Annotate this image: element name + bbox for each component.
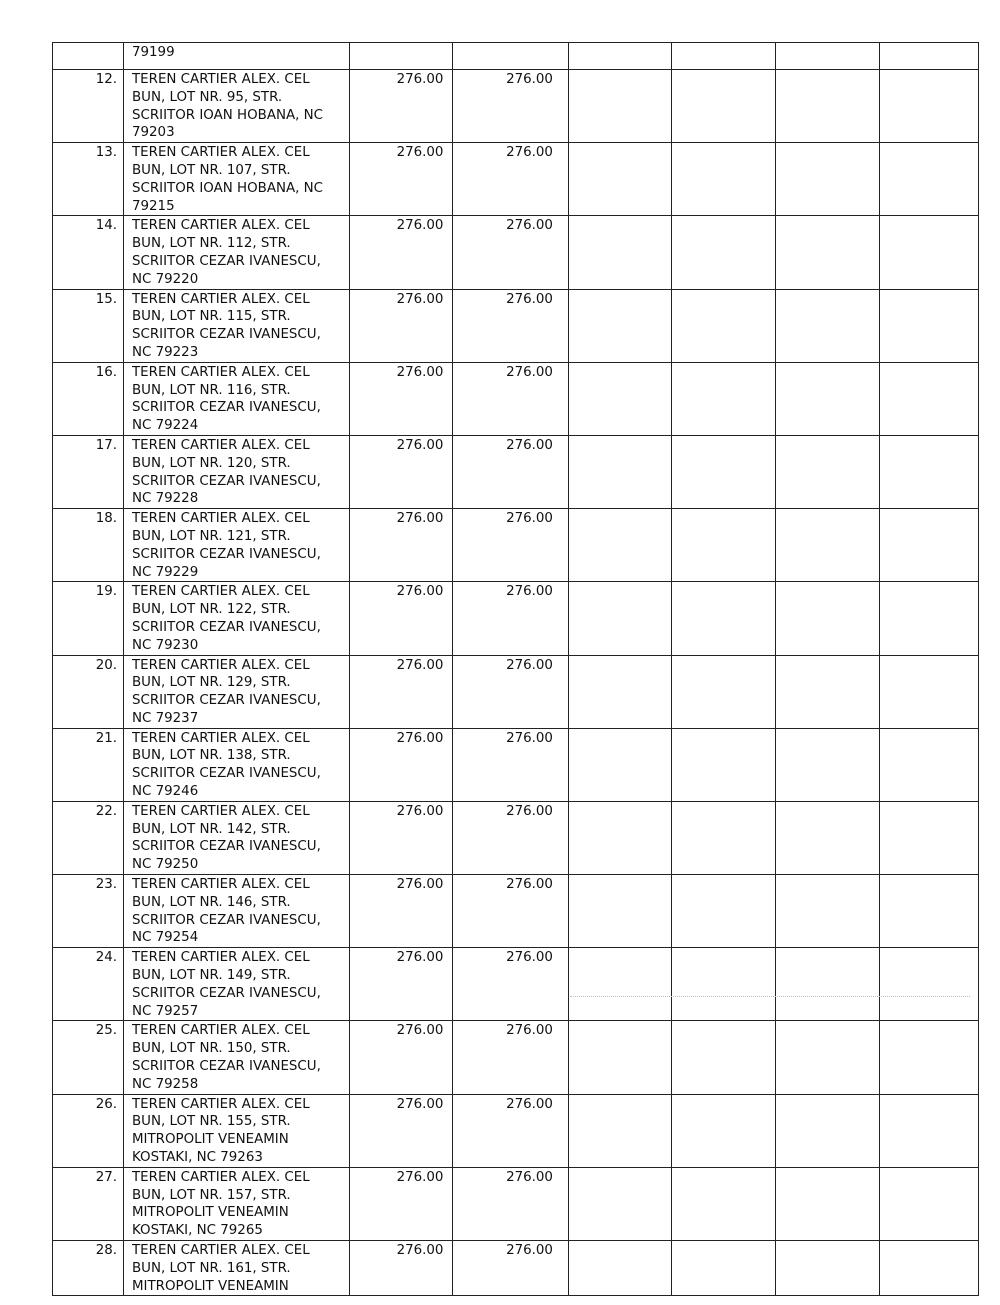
empty-cell bbox=[672, 1167, 776, 1240]
table-row bbox=[53, 289, 979, 362]
empty-cell bbox=[880, 1241, 979, 1296]
empty-cell bbox=[672, 1021, 776, 1094]
table-row bbox=[53, 875, 979, 948]
value-text: 276.00 bbox=[396, 657, 444, 673]
table-row bbox=[53, 655, 979, 728]
row-number: 26. bbox=[53, 1094, 124, 1167]
row-value-1 bbox=[350, 435, 453, 508]
value-text: 276.00 bbox=[396, 72, 444, 87]
row-number: 15. bbox=[53, 289, 124, 362]
empty-cell bbox=[672, 948, 776, 1021]
table-row bbox=[53, 1241, 979, 1296]
value-text: 276.00 bbox=[506, 1096, 553, 1112]
empty-cell bbox=[569, 70, 672, 143]
empty-cell bbox=[569, 435, 672, 508]
row-number: 13. bbox=[53, 143, 124, 216]
table-row bbox=[53, 582, 979, 655]
row-value-1 bbox=[350, 1021, 453, 1094]
row-number: 21. bbox=[53, 728, 124, 801]
row-value-2 bbox=[453, 875, 569, 948]
value-text: 276.00 bbox=[396, 511, 444, 527]
empty-cell bbox=[672, 875, 776, 948]
row-number: 20. bbox=[53, 655, 124, 728]
empty-cell bbox=[880, 289, 979, 362]
row-description: TEREN CARTIER ALEX. CEL BUN, LOT NR. 157, STR. MITROPOLIT VENEAMIN KOSTAKI, NC 79265 bbox=[124, 1167, 350, 1240]
row-value-2 bbox=[453, 435, 569, 508]
empty-cell bbox=[776, 43, 880, 70]
empty-cell bbox=[672, 1241, 776, 1296]
row-value-2 bbox=[453, 948, 569, 1021]
table-body bbox=[53, 43, 979, 1296]
empty-cell bbox=[776, 509, 880, 582]
empty-cell bbox=[672, 362, 776, 435]
row-value-2 bbox=[453, 216, 569, 289]
value-text: 276.00 bbox=[506, 72, 553, 87]
value-text: 276.00 bbox=[396, 584, 444, 600]
value-text: 276.00 bbox=[506, 730, 553, 746]
value-text: 276.00 bbox=[506, 1169, 553, 1185]
value-text: 276.00 bbox=[396, 877, 444, 893]
value-text: 276.00 bbox=[506, 803, 553, 819]
table-row bbox=[53, 1021, 979, 1094]
table-row bbox=[53, 70, 979, 143]
row-description: TEREN CARTIER ALEX. CEL BUN, LOT NR. 146, STR. SCRIITOR CEZAR IVANESCU, NC 79254 bbox=[124, 875, 350, 948]
row-description: TEREN CARTIER ALEX. CEL BUN, LOT NR. 121, STR. SCRIITOR CEZAR IVANESCU, NC 79229 bbox=[124, 509, 350, 582]
value-text: 276.00 bbox=[396, 1096, 444, 1112]
value-text: 276.00 bbox=[506, 218, 553, 234]
empty-cell bbox=[672, 435, 776, 508]
empty-cell bbox=[569, 362, 672, 435]
empty-cell bbox=[672, 143, 776, 216]
value-text: 276.00 bbox=[396, 803, 444, 819]
row-description: TEREN CARTIER ALEX. CEL BUN, LOT NR. 95, STR. SCRIITOR IOAN HOBANA, NC 79203 bbox=[124, 70, 350, 143]
row-description: TEREN CARTIER ALEX. CEL BUN, LOT NR. 138, STR. SCRIITOR CEZAR IVANESCU, NC 79246 bbox=[124, 728, 350, 801]
empty-cell bbox=[776, 362, 880, 435]
empty-cell bbox=[880, 875, 979, 948]
row-value-1 bbox=[350, 728, 453, 801]
row-value-2 bbox=[453, 1094, 569, 1167]
row-number: 27. bbox=[53, 1167, 124, 1240]
table-row bbox=[53, 43, 979, 70]
value-text: 276.00 bbox=[506, 145, 553, 161]
row-value-1 bbox=[350, 1094, 453, 1167]
row-value-1 bbox=[350, 216, 453, 289]
empty-cell bbox=[776, 143, 880, 216]
empty-cell bbox=[776, 728, 880, 801]
empty-cell bbox=[569, 655, 672, 728]
table-row bbox=[53, 948, 979, 1021]
row-value-1 bbox=[350, 362, 453, 435]
table-row bbox=[53, 216, 979, 289]
empty-cell bbox=[880, 43, 979, 70]
value-text: 276.00 bbox=[506, 1243, 553, 1258]
value-text: 276.00 bbox=[396, 364, 444, 380]
empty-cell bbox=[569, 948, 672, 1021]
empty-cell bbox=[776, 1241, 880, 1296]
scan-artifact bbox=[570, 996, 970, 998]
empty-cell bbox=[880, 948, 979, 1021]
empty-cell bbox=[569, 216, 672, 289]
row-value-1 bbox=[350, 143, 453, 216]
empty-cell bbox=[776, 875, 880, 948]
row-number: 16. bbox=[53, 362, 124, 435]
row-value-1 bbox=[350, 582, 453, 655]
row-description: TEREN CARTIER ALEX. CEL BUN, LOT NR. 142, STR. SCRIITOR CEZAR IVANESCU, NC 79250 bbox=[124, 801, 350, 874]
empty-cell bbox=[880, 801, 979, 874]
empty-cell bbox=[880, 728, 979, 801]
row-description: TEREN CARTIER ALEX. CEL BUN, LOT NR. 129, STR. SCRIITOR CEZAR IVANESCU, NC 79237 bbox=[124, 655, 350, 728]
table-row bbox=[53, 1094, 979, 1167]
empty-cell bbox=[569, 289, 672, 362]
value-text: 276.00 bbox=[506, 584, 553, 600]
empty-cell bbox=[672, 655, 776, 728]
row-description: TEREN CARTIER ALEX. CEL BUN, LOT NR. 120, STR. SCRIITOR CEZAR IVANESCU, NC 79228 bbox=[124, 435, 350, 508]
row-value-1 bbox=[350, 801, 453, 874]
empty-cell bbox=[672, 70, 776, 143]
empty-cell bbox=[880, 362, 979, 435]
empty-cell bbox=[672, 216, 776, 289]
row-value-1 bbox=[350, 948, 453, 1021]
value-text: 276.00 bbox=[506, 950, 553, 966]
empty-cell bbox=[569, 875, 672, 948]
row-value-2 bbox=[453, 728, 569, 801]
empty-cell bbox=[672, 509, 776, 582]
empty-cell bbox=[880, 509, 979, 582]
row-value-2 bbox=[453, 1241, 569, 1296]
empty-cell bbox=[672, 582, 776, 655]
value-text: 276.00 bbox=[506, 877, 553, 893]
empty-cell bbox=[776, 1094, 880, 1167]
value-text: 276.00 bbox=[396, 145, 444, 161]
empty-cell bbox=[569, 143, 672, 216]
empty-cell bbox=[776, 801, 880, 874]
table-row bbox=[53, 728, 979, 801]
row-number: 28. bbox=[53, 1241, 124, 1296]
row-number: 12. bbox=[53, 70, 124, 143]
table-row bbox=[53, 362, 979, 435]
value-text: 276.00 bbox=[506, 511, 553, 527]
row-number: 19. bbox=[53, 582, 124, 655]
row-value-1 bbox=[350, 1241, 453, 1296]
row-description: TEREN CARTIER ALEX. CEL BUN, LOT NR. 122, STR. SCRIITOR CEZAR IVANESCU, NC 79230 bbox=[124, 582, 350, 655]
row-number: 22. bbox=[53, 801, 124, 874]
row-value-1 bbox=[350, 43, 453, 70]
empty-cell bbox=[569, 1167, 672, 1240]
empty-cell bbox=[880, 582, 979, 655]
row-description: TEREN CARTIER ALEX. CEL BUN, LOT NR. 112, STR. SCRIITOR CEZAR IVANESCU, NC 79220 bbox=[124, 216, 350, 289]
row-value-2 bbox=[453, 289, 569, 362]
empty-cell bbox=[672, 1094, 776, 1167]
row-value-1 bbox=[350, 509, 453, 582]
row-number: 17. bbox=[53, 435, 124, 508]
row-value-2 bbox=[453, 143, 569, 216]
row-value-2 bbox=[453, 43, 569, 70]
empty-cell bbox=[880, 1021, 979, 1094]
empty-cell bbox=[776, 1021, 880, 1094]
empty-cell bbox=[569, 509, 672, 582]
row-value-2 bbox=[453, 509, 569, 582]
row-description: TEREN CARTIER ALEX. CEL BUN, LOT NR. 149, STR. SCRIITOR CEZAR IVANESCU, NC 79257 bbox=[124, 948, 350, 1021]
row-value-1 bbox=[350, 875, 453, 948]
value-text: 276.00 bbox=[396, 1023, 444, 1039]
empty-cell bbox=[880, 1167, 979, 1240]
empty-cell bbox=[776, 435, 880, 508]
empty-cell bbox=[776, 289, 880, 362]
row-value-2 bbox=[453, 1021, 569, 1094]
value-text: 276.00 bbox=[506, 364, 553, 380]
empty-cell bbox=[880, 435, 979, 508]
value-text: 276.00 bbox=[396, 1243, 444, 1258]
row-value-1 bbox=[350, 70, 453, 143]
empty-cell bbox=[880, 70, 979, 143]
table-row bbox=[53, 801, 979, 874]
row-number: 25. bbox=[53, 1021, 124, 1094]
empty-cell bbox=[672, 801, 776, 874]
row-value-2 bbox=[453, 1167, 569, 1240]
empty-cell bbox=[569, 1021, 672, 1094]
empty-cell bbox=[569, 728, 672, 801]
empty-cell bbox=[880, 1094, 979, 1167]
value-text: 276.00 bbox=[396, 437, 444, 453]
row-description: TEREN CARTIER ALEX. CEL BUN, LOT NR. 107, STR. SCRIITOR IOAN HOBANA, NC 79215 bbox=[124, 143, 350, 216]
empty-cell bbox=[776, 216, 880, 289]
row-number: 14. bbox=[53, 216, 124, 289]
empty-cell bbox=[569, 1094, 672, 1167]
empty-cell bbox=[672, 43, 776, 70]
row-description: TEREN CARTIER ALEX. CEL BUN, LOT NR. 115, STR. SCRIITOR CEZAR IVANESCU, NC 79223 bbox=[124, 289, 350, 362]
row-value-2 bbox=[453, 655, 569, 728]
row-description: 79199 bbox=[124, 43, 350, 70]
value-text: 276.00 bbox=[396, 218, 444, 234]
row-number: 24. bbox=[53, 948, 124, 1021]
row-value-1 bbox=[350, 289, 453, 362]
row-number bbox=[53, 43, 124, 70]
value-text: 276.00 bbox=[396, 950, 444, 966]
empty-cell bbox=[880, 143, 979, 216]
value-text: 276.00 bbox=[396, 1169, 444, 1185]
empty-cell bbox=[776, 582, 880, 655]
table-row bbox=[53, 509, 979, 582]
empty-cell bbox=[569, 582, 672, 655]
empty-cell bbox=[776, 948, 880, 1021]
row-number: 18. bbox=[53, 509, 124, 582]
empty-cell bbox=[672, 289, 776, 362]
empty-cell bbox=[776, 655, 880, 728]
table-row bbox=[53, 435, 979, 508]
value-text: 276.00 bbox=[506, 291, 553, 307]
value-text: 276.00 bbox=[506, 1023, 553, 1039]
empty-cell bbox=[672, 728, 776, 801]
value-text: 276.00 bbox=[396, 730, 444, 746]
row-value-2 bbox=[453, 362, 569, 435]
row-description: TEREN CARTIER ALEX. CEL BUN, LOT NR. 116, STR. SCRIITOR CEZAR IVANESCU, NC 79224 bbox=[124, 362, 350, 435]
table-row bbox=[53, 1167, 979, 1240]
row-value-2 bbox=[453, 801, 569, 874]
empty-cell bbox=[880, 216, 979, 289]
row-description: TEREN CARTIER ALEX. CEL BUN, LOT NR. 155, STR. MITROPOLIT VENEAMIN KOSTAKI, NC 79263 bbox=[124, 1094, 350, 1167]
row-description: TEREN CARTIER ALEX. CEL BUN, LOT NR. 161, STR. MITROPOLIT VENEAMIN bbox=[124, 1241, 350, 1296]
row-value-2 bbox=[453, 70, 569, 143]
empty-cell bbox=[569, 1241, 672, 1296]
empty-cell bbox=[880, 655, 979, 728]
value-text: 276.00 bbox=[396, 291, 444, 307]
row-description: TEREN CARTIER ALEX. CEL BUN, LOT NR. 150, STR. SCRIITOR CEZAR IVANESCU, NC 79258 bbox=[124, 1021, 350, 1094]
empty-cell bbox=[776, 70, 880, 143]
row-value-1 bbox=[350, 1167, 453, 1240]
value-text: 276.00 bbox=[506, 437, 553, 453]
row-value-2 bbox=[453, 582, 569, 655]
row-number: 23. bbox=[53, 875, 124, 948]
table-row bbox=[53, 143, 979, 216]
value-text: 276.00 bbox=[506, 657, 553, 673]
empty-cell bbox=[569, 801, 672, 874]
empty-cell bbox=[776, 1167, 880, 1240]
row-value-1 bbox=[350, 655, 453, 728]
property-table bbox=[52, 42, 979, 1296]
empty-cell bbox=[569, 43, 672, 70]
